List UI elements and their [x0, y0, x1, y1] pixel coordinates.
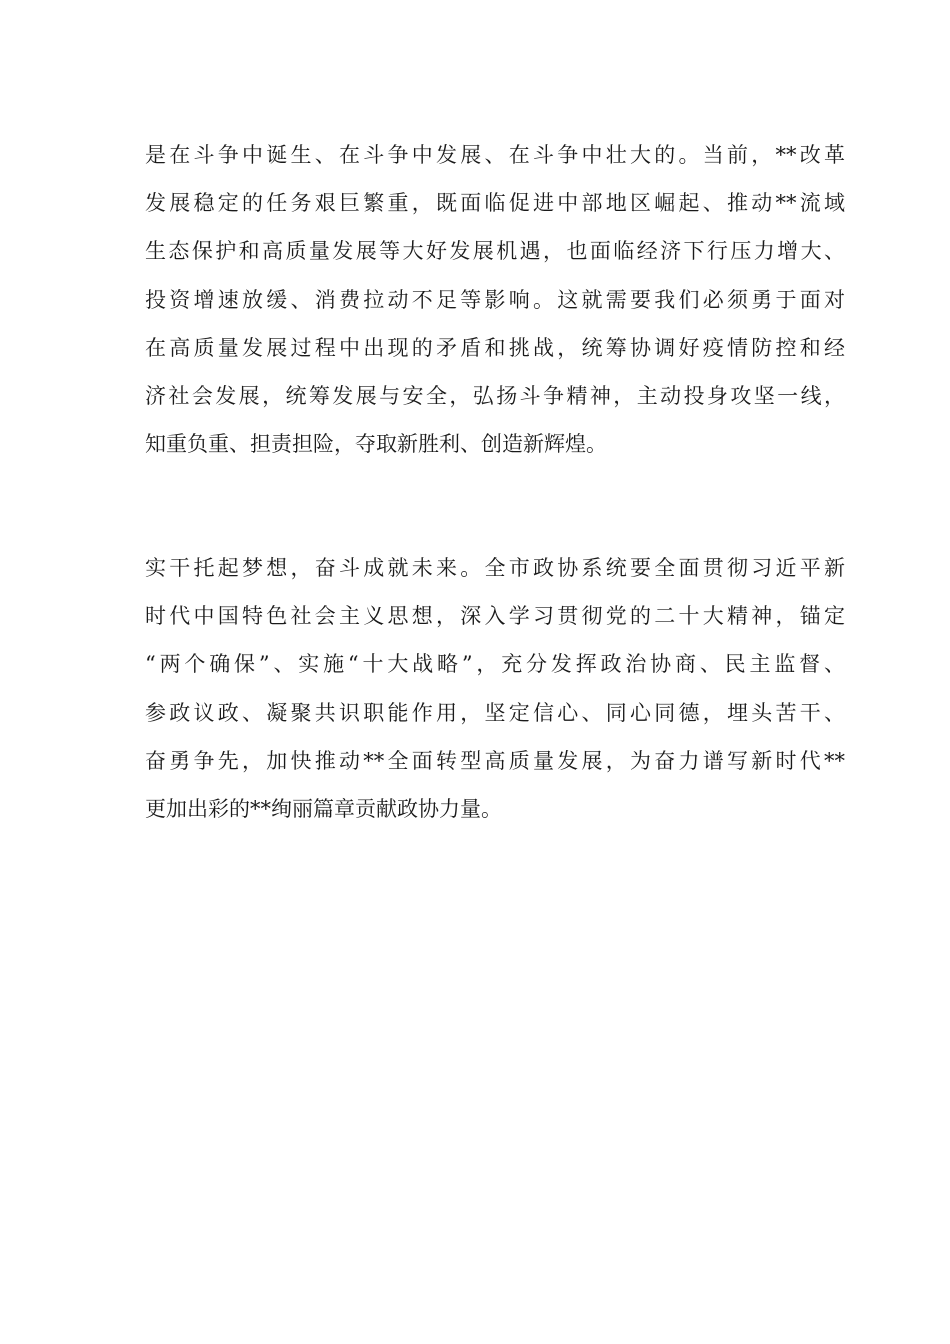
paragraph-1-line-7: 知重负重、担责担险，夺取新胜利、创造新辉煌。 — [145, 432, 607, 457]
paragraph-1-line-6: 济社会发展，统筹发展与安全，弘扬斗争精神，主动投身攻坚一线， — [145, 383, 845, 408]
paragraph-1-line-4: 投资增速放缓、消费拉动不足等影响。这就需要我们必须勇于面对 — [145, 287, 845, 312]
paragraph-1-line-5: 在高质量发展过程中出现的矛盾和挑战，统筹协调好疫情防控和经 — [145, 335, 845, 360]
paragraph-1-line-3: 生态保护和高质量发展等大好发展机遇，也面临经济下行压力增大、 — [145, 239, 845, 264]
paragraph-1-line-2: 发展稳定的任务艰巨繁重，既面临促进中部地区崛起、推动**流域 — [145, 191, 845, 216]
paragraph-2-line-2: 时代中国特色社会主义思想，深入学习贯彻党的二十大精神，锚定 — [145, 604, 845, 629]
paragraph-2-line-6: 更加出彩的**绚丽篇章贡献政协力量。 — [145, 796, 502, 821]
paragraph-2-line-5: 奋勇争先，加快推动**全面转型高质量发展，为奋力谱写新时代** — [145, 748, 845, 773]
paragraph-1-line-1: 是在斗争中诞生、在斗争中发展、在斗争中壮大的。当前，**改革 — [145, 143, 845, 167]
paragraph-1 — [145, 131, 845, 468]
paragraph-2 — [145, 544, 845, 833]
paragraph-2-line-3: “两个确保”、实施“十大战略”，充分发挥政治协商、民主监督、 — [145, 652, 845, 677]
paragraph-2-line-4: 参政议政、凝聚共识职能作用，坚定信心、同心同德，埋头苦干、 — [145, 700, 845, 725]
paragraph-2-line-1: 实干托起梦想，奋斗成就未来。全市政协系统要全面贯彻习近平新 — [145, 556, 845, 580]
